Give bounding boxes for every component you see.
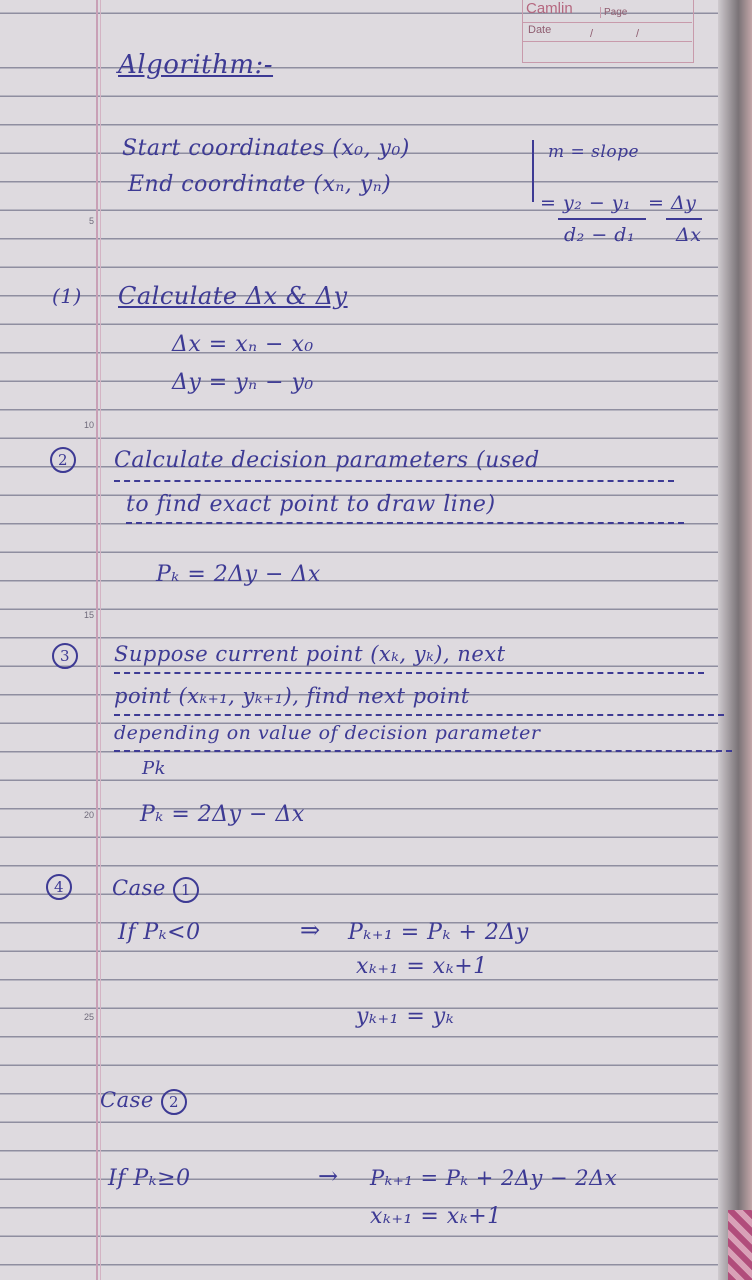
case-heading (100, 1088, 187, 1115)
case1-number: 1 (173, 877, 199, 903)
slope-denominator: d₂ − d₁ (564, 224, 636, 246)
fabric-background (728, 1210, 752, 1280)
line-number: 10 (83, 420, 94, 430)
page-label: Page (600, 7, 627, 18)
page-edge-shadow (718, 0, 752, 1280)
line-number: 5 (88, 216, 94, 226)
case2-condition: If Pₖ≥0 (108, 1166, 191, 1191)
line-number: 20 (83, 810, 94, 820)
line-number: 25 (83, 1012, 94, 1022)
slope-label: m = slope (548, 142, 640, 162)
end-coordinate: End coordinate (xₙ, yₙ) (128, 172, 392, 197)
step3-line3: depending on value of decision parameter (114, 722, 541, 744)
step3-line2: point (xₖ₊₁, yₖ₊₁), find next point (114, 684, 470, 708)
step-number-circle: 2 (50, 447, 76, 473)
delta-y-formula: Δy = yₙ − y₀ (172, 370, 314, 395)
case-heading (112, 876, 199, 903)
ratio-denominator: Δx (676, 224, 702, 246)
dashed-underline (126, 522, 684, 524)
case2-number: 2 (161, 1089, 187, 1115)
step3-line1: Suppose current point (xₖ, yₖ), next (114, 642, 506, 666)
step-number (50, 446, 76, 473)
slope-numerator: = y₂ − y₁ (540, 192, 632, 214)
line-number: 15 (83, 610, 94, 620)
start-coordinate: Start coordinates (x₀, y₀) (122, 136, 410, 161)
date-separator: / (636, 28, 640, 40)
brace-mark (532, 140, 534, 202)
implies-arrow: → (318, 1162, 339, 1190)
step-number: (1) (52, 284, 82, 308)
dashed-underline (114, 672, 704, 674)
dashed-underline (114, 714, 724, 716)
step-number-circle: 3 (52, 643, 78, 669)
ratio-numerator: = Δy (648, 192, 697, 214)
step1-heading: Calculate Δx & Δy (118, 282, 348, 310)
brand-logo: Camlin (526, 0, 573, 17)
case2-p-update: Pₖ₊₁ = Pₖ + 2Δy − 2Δx (370, 1166, 618, 1190)
decision-parameter-formula: Pₖ = 2Δy − Δx (156, 562, 321, 587)
implies-arrow: ⇒ (300, 916, 321, 944)
case1-p-update: Pₖ₊₁ = Pₖ + 2Δy (348, 920, 529, 945)
fraction-bar (558, 218, 646, 220)
case2-x-update: xₖ₊₁ = xₖ+1 (370, 1204, 502, 1229)
dashed-underline (114, 480, 674, 482)
step3-formula: Pₖ = 2Δy − Δx (140, 802, 305, 827)
page-title: Algorithm:- (118, 50, 274, 80)
case1-y-update: yₖ₊₁ = yₖ (356, 1004, 455, 1029)
dashed-underline (114, 750, 732, 752)
margin-line (96, 0, 98, 1280)
case1-condition: If Pₖ<0 (118, 920, 201, 945)
step-number-circle: 4 (46, 874, 72, 900)
fraction-bar (666, 218, 702, 220)
step-number (46, 874, 72, 900)
step2-line1: Calculate decision parameters (used (114, 448, 540, 473)
delta-x-formula: Δx = xₙ − x₀ (172, 332, 314, 357)
date-separator: / (590, 28, 594, 40)
case2-label: Case (100, 1088, 154, 1112)
case1-x-update: xₖ₊₁ = xₖ+1 (356, 954, 488, 979)
case1-label: Case (112, 876, 166, 900)
step-number (52, 642, 78, 669)
step3-line4: Pk (142, 758, 167, 779)
date-label: Date (528, 24, 552, 36)
step2-line2: to find exact point to draw line) (126, 492, 496, 517)
